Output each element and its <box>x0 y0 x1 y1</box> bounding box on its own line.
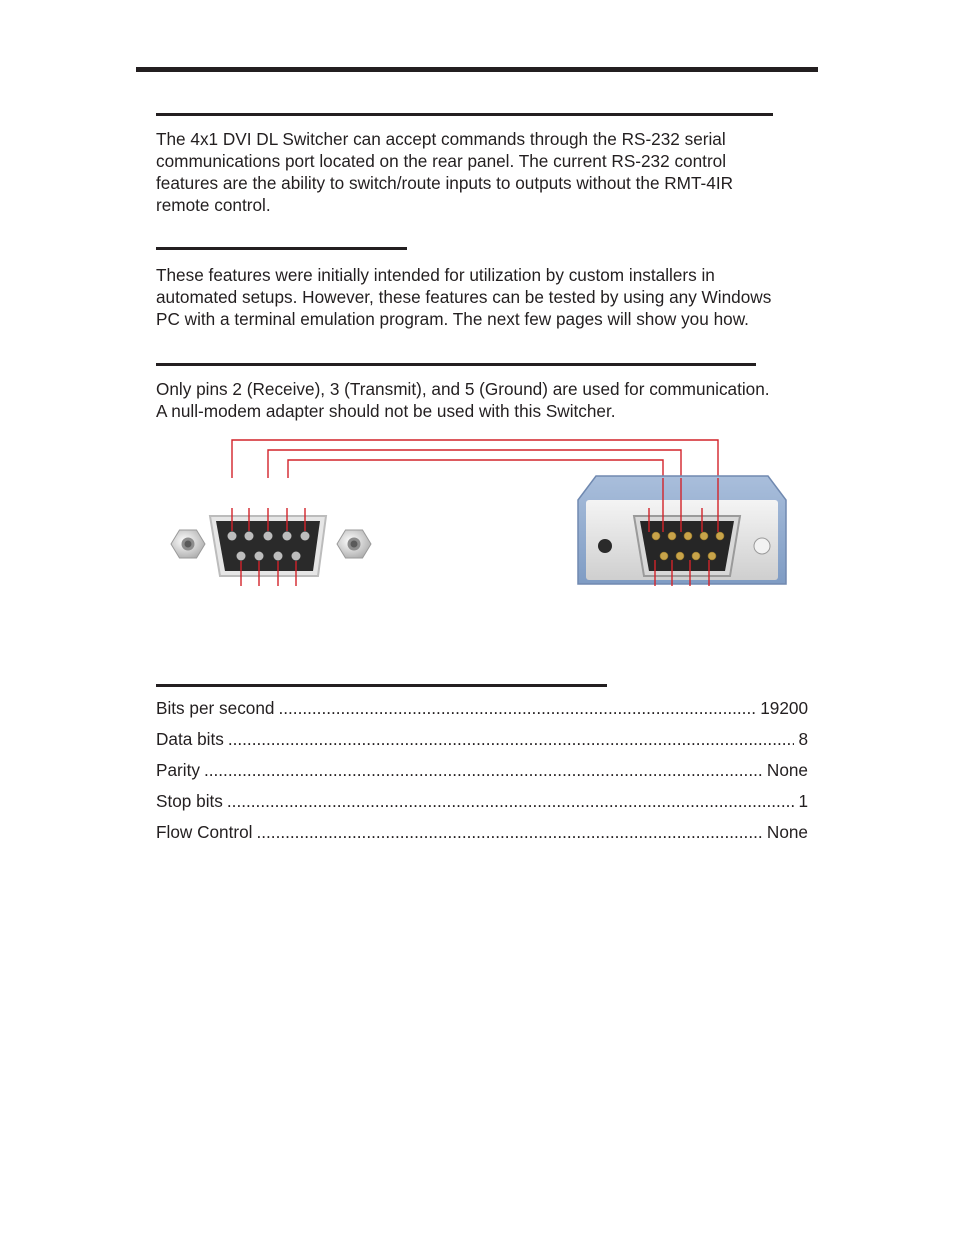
intro-line: The 4x1 DVI DL Switcher can accept commands through the RS-232 serial <box>156 129 726 149</box>
setting-label: Stop bits <box>156 791 223 811</box>
setting-row-parity <box>156 759 808 790</box>
pinout-line: Only pins 2 (Receive), 3 (Transmit), and 5 (Ground) are used for communication. <box>156 379 770 399</box>
purpose-line: PC with a terminal emulation program. The next few pages will show you how. <box>156 309 749 329</box>
purpose-paragraph <box>156 264 816 330</box>
setting-label: Data bits <box>156 729 224 749</box>
pinout-line: A null-modem adapter should not be used with this Switcher. <box>156 401 616 421</box>
purpose-line: These features were initially intended for utilization by custom installers in <box>156 265 715 285</box>
wire-pin5 <box>232 440 718 478</box>
section-rule-purpose <box>156 247 407 250</box>
setting-label: Parity <box>156 760 200 780</box>
male-right-screw <box>754 538 770 554</box>
intro-paragraph <box>156 128 816 216</box>
setting-row-stop-bits <box>156 790 808 821</box>
setting-value: 19200 <box>760 698 808 718</box>
wire-pin3 <box>268 450 681 478</box>
purpose-line: automated setups. However, these features can be tested by using any Windows <box>156 287 772 307</box>
setting-value: None <box>766 822 808 842</box>
dot-leader <box>228 728 795 750</box>
setting-row-bits-per-second <box>156 697 808 728</box>
setting-row-flow-control <box>156 821 808 852</box>
page-header-rule <box>136 67 818 72</box>
intro-line: communications port located on the rear panel. The current RS-232 control <box>156 151 727 171</box>
male-d-sub-cavity <box>640 521 734 571</box>
intro-line: features are the ability to switch/route inputs to outputs without the RMT-4IR <box>156 173 734 193</box>
setting-row-data-bits <box>156 728 808 759</box>
female-db9-connector <box>171 508 371 586</box>
dot-leader <box>227 790 795 812</box>
wiring-lines <box>232 440 718 478</box>
dot-leader <box>204 759 763 781</box>
dot-leader <box>278 697 756 719</box>
right-hex-nut <box>337 530 371 558</box>
intro-line: remote control. <box>156 195 271 215</box>
setting-label: Flow Control <box>156 822 253 842</box>
db9-connector-diagram <box>150 430 810 600</box>
serial-settings-list <box>156 697 808 852</box>
setting-value: 1 <box>798 791 808 811</box>
pinout-paragraph <box>156 378 816 422</box>
section-rule-pinout <box>156 363 756 366</box>
section-rule-rs232-intro <box>156 113 773 116</box>
male-left-screw <box>598 539 612 553</box>
dot-leader <box>256 821 762 843</box>
male-db9-connector <box>578 476 786 586</box>
left-hex-nut <box>171 530 205 558</box>
setting-value: None <box>766 760 808 780</box>
setting-label: Bits per second <box>156 698 275 718</box>
section-rule-settings <box>156 684 607 687</box>
setting-value: 8 <box>798 729 808 749</box>
